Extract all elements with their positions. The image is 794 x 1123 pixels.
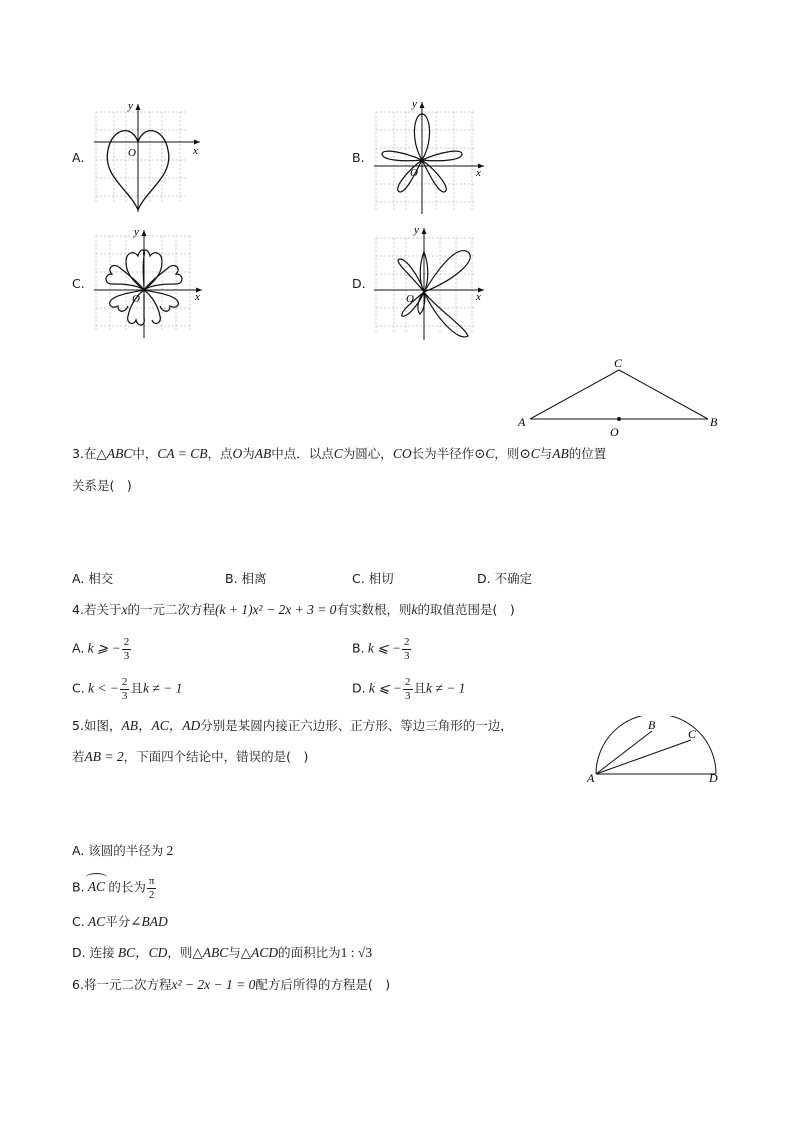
q3-option-d[interactable]: D. 不确定 [477, 571, 533, 586]
graph-c-clover [90, 226, 210, 342]
q3-number: 3. [72, 446, 84, 461]
grid [96, 112, 186, 204]
q4-option-c[interactable]: C. k < − $\frac{2}{3}$ 且k ≠ − 1 [72, 676, 183, 702]
q5-number: 5. [72, 718, 84, 733]
label-c: C [614, 356, 623, 370]
option-b-label: B. [352, 150, 365, 165]
label-d: D [709, 771, 718, 785]
q5-option-d[interactable]: D. 连接 BC，CD，则△ABC与△ACD的面积比为1 : √3 [72, 945, 373, 960]
point-o [617, 417, 621, 421]
y-axis-label: y [412, 98, 417, 110]
q5-stem-line2: 若AB = 2，下面四个结论中，错误的是( ) [72, 749, 309, 764]
origin-label: O [406, 293, 414, 305]
arc-ac: AC [88, 877, 105, 897]
origin-label: O [128, 147, 136, 159]
label-a: A [518, 415, 526, 429]
origin-label: O [132, 293, 140, 305]
graph-b-flower [370, 96, 492, 216]
segment-ac [596, 740, 691, 774]
q4-option-d[interactable]: D. k ⩽ − $\frac{2}{3}$ 且k ≠ − 1 [352, 676, 466, 702]
q5-circle-figure [584, 716, 724, 788]
graph-a-heart [90, 98, 210, 214]
fraction: $\frac{2}{3}$ [405, 676, 411, 702]
q3-line2: 关系是( ) [72, 478, 132, 493]
arc [596, 716, 716, 774]
q4-option-b[interactable]: B. k ⩽ − $\frac{2}{3}$ [352, 636, 410, 662]
q3-option-c[interactable]: C. 相切 [352, 571, 394, 586]
q3-option-b[interactable]: B. 相离 [225, 571, 267, 586]
q5-option-a[interactable]: A. 该圆的半径为 2 [72, 843, 174, 858]
option-c-label: C. [72, 276, 85, 291]
segment-ab [596, 731, 652, 774]
y-axis-label: y [128, 100, 133, 112]
clover-curve [106, 250, 182, 325]
q6-stem: 6.将一元二次方程x² − 2x − 1 = 0配方后所得的方程是( ) [72, 977, 391, 992]
x-axis-label: x [195, 291, 200, 303]
label-a: A [587, 771, 595, 785]
origin-label: O [410, 167, 418, 179]
grid [376, 112, 474, 210]
y-axis-label: y [134, 226, 139, 238]
q5-option-b[interactable]: B. AC 的长为 $\frac{\pi}{2}$ [72, 875, 155, 901]
q6-number: 6. [72, 977, 84, 992]
q4-option-a[interactable]: A. k ⩾ − $\frac{2}{3}$ [72, 636, 130, 662]
fraction: $\frac{2}{3}$ [403, 636, 410, 662]
x-axis-label: x [476, 167, 481, 179]
label-c: C [688, 727, 697, 741]
option-a-label: A. [72, 150, 85, 165]
q3-option-a[interactable]: A. 相交 [72, 571, 114, 586]
q3-line1: 3.在△ABC中，CA = CB，点O为AB中点．以点C为圆心，CO长为半径作⊙C，则⊙C与AB的位置 [72, 446, 607, 461]
segment-ac [530, 370, 619, 419]
q5-stem-line1: 5.如图，AB，AC，AD分别是某圆内接正六边形、正方形、等边三角形的一边， [72, 718, 513, 733]
x-axis-label: x [476, 291, 481, 303]
option-d-label: D. [352, 276, 366, 291]
q5-option-c[interactable]: C. AC平分∠BAD [72, 914, 168, 929]
segment-bc [619, 370, 708, 419]
fraction: $\frac{2}{3}$ [123, 636, 130, 662]
graph-d-petals [370, 222, 492, 342]
q4-stem: 4.若关于x的一元二次方程(k + 1)x² − 2x + 3 = 0有实数根，则k的取值范围是( ) [72, 602, 515, 617]
y-axis-label: y [414, 224, 419, 236]
q4-number: 4. [72, 602, 84, 617]
label-b: B [710, 415, 718, 429]
fraction: $\frac{\pi}{2}$ [148, 875, 155, 901]
fraction: $\frac{2}{3}$ [121, 676, 128, 702]
q3-triangle-figure [510, 352, 730, 438]
grid [376, 238, 474, 334]
label-o: O [610, 425, 619, 438]
x-axis-label: x [193, 145, 198, 157]
label-b: B [648, 718, 656, 732]
